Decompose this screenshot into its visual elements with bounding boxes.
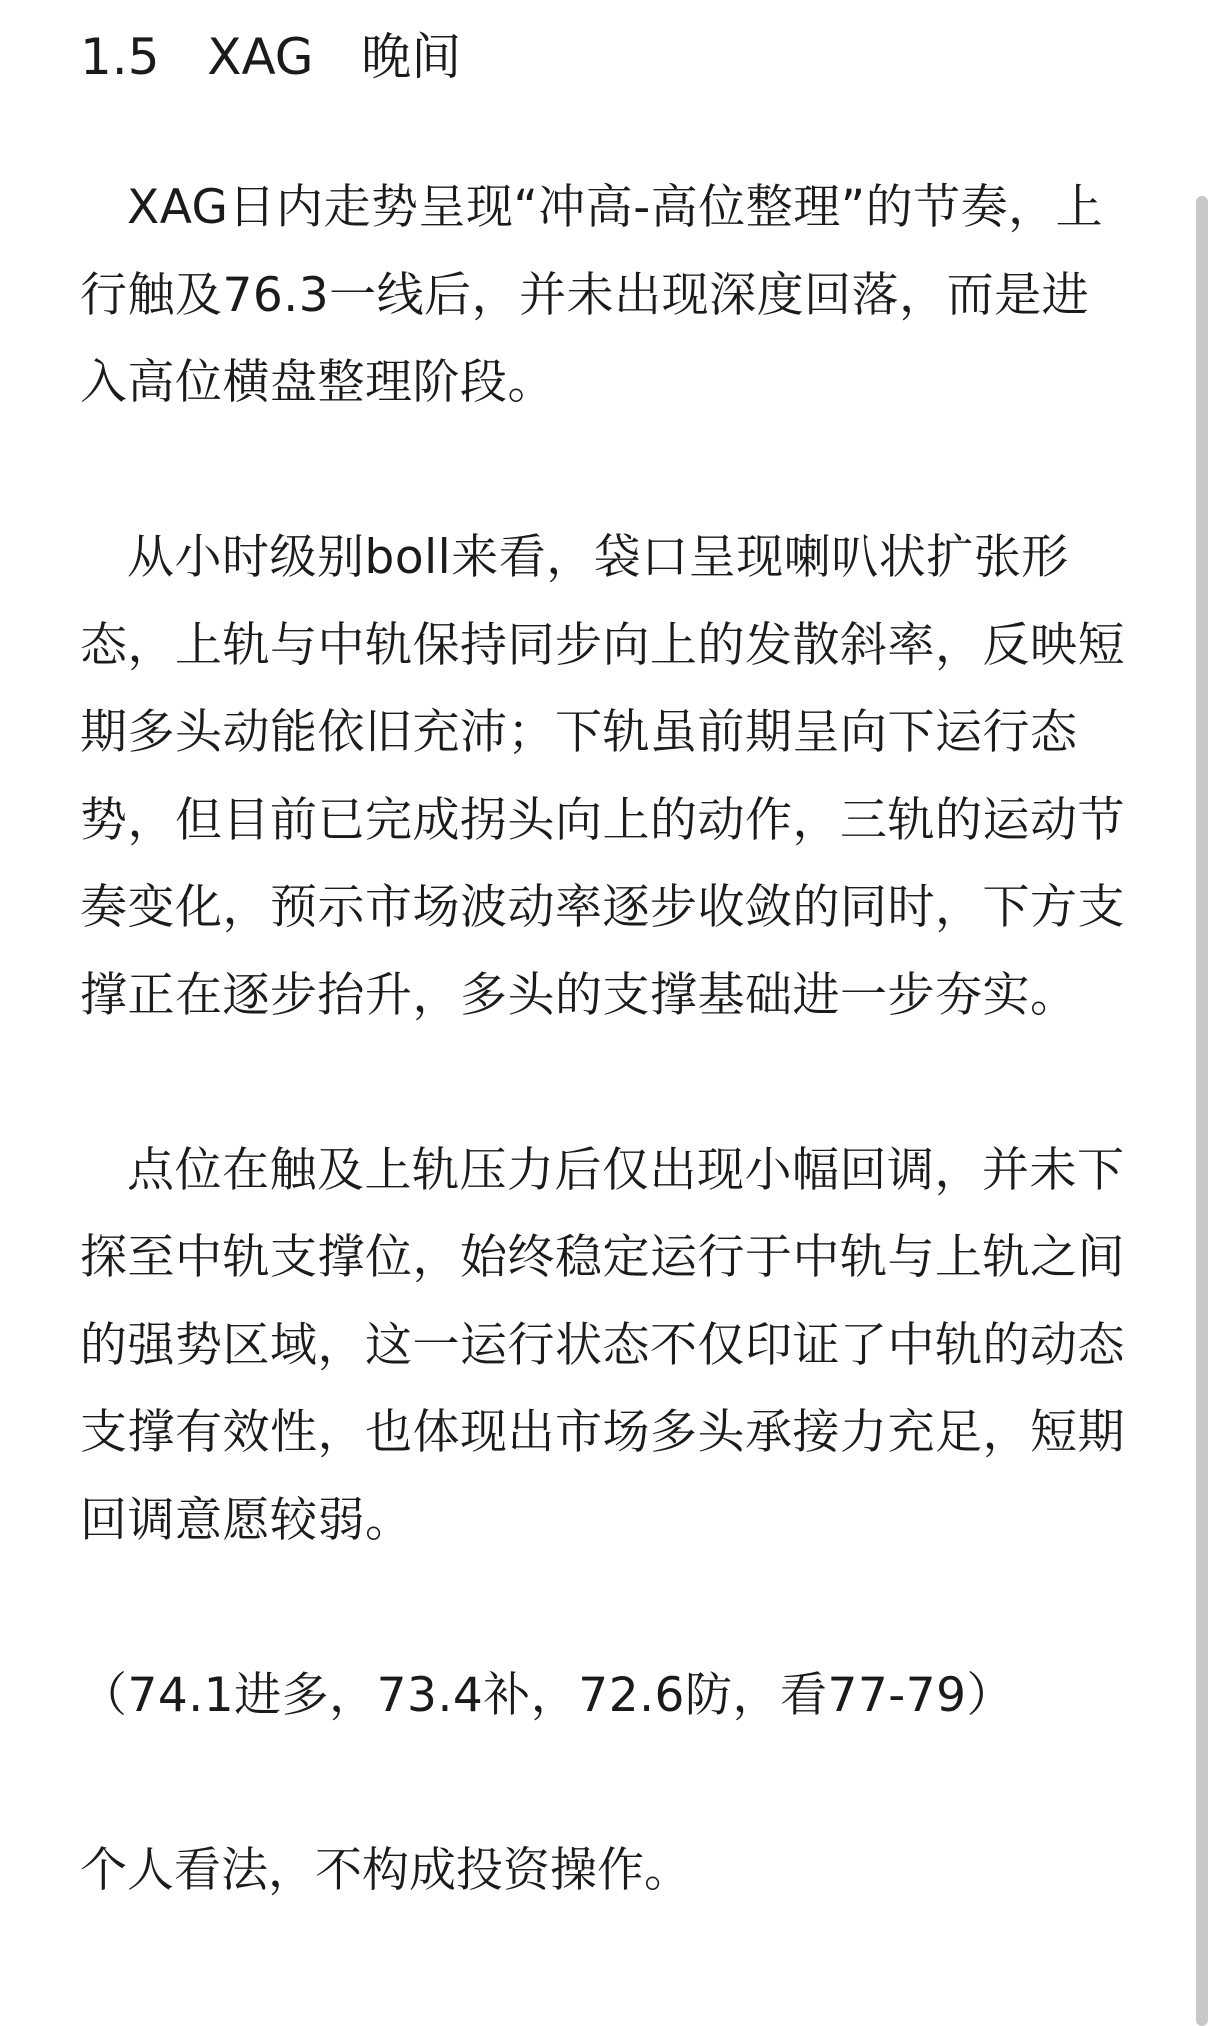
paragraph-boll-analysis: 从小时级别boll来看，袋口呈现喇叭状扩张形态，上轨与中轨保持同步向上的发散斜率，反映短期多头动能依旧充沛；下轨虽前期呈向下运行态势，但目前已完成拐头向上的动作，三轨的运动节奏变化，预示市场波动率逐步收敛的同时，下方支撑正在逐步抬升，多头的支撑基础进一步夯实。 [80,530,1125,1023]
trade-levels: （74.1进多，73.4补，72.6防，看77-79） [80,1667,1015,1723]
paragraph-trend: XAG日内走势呈现“冲高-高位整理”的节奏，上行触及76.3一线后，并未出现深度回落，而是进入高位横盘整理阶段。 [80,180,1104,410]
scrollbar[interactable] [1196,196,1208,2026]
paragraph-support: 点位在触及上轨压力后仅出现小幅回调，并未下探至中轨支撑位，始终稳定运行于中轨与上轨之间的强势区域，这一运行状态不仅印证了中轨的动态支撑有效性，也体现出市场多头承接力充足，短期回调意愿较弱。 [80,1142,1125,1548]
page-title: 1.5 XAG 晚间 [80,28,462,86]
disclaimer: 个人看法，不构成投资操作。 [80,1842,691,1898]
article [80,22,1130,1914]
